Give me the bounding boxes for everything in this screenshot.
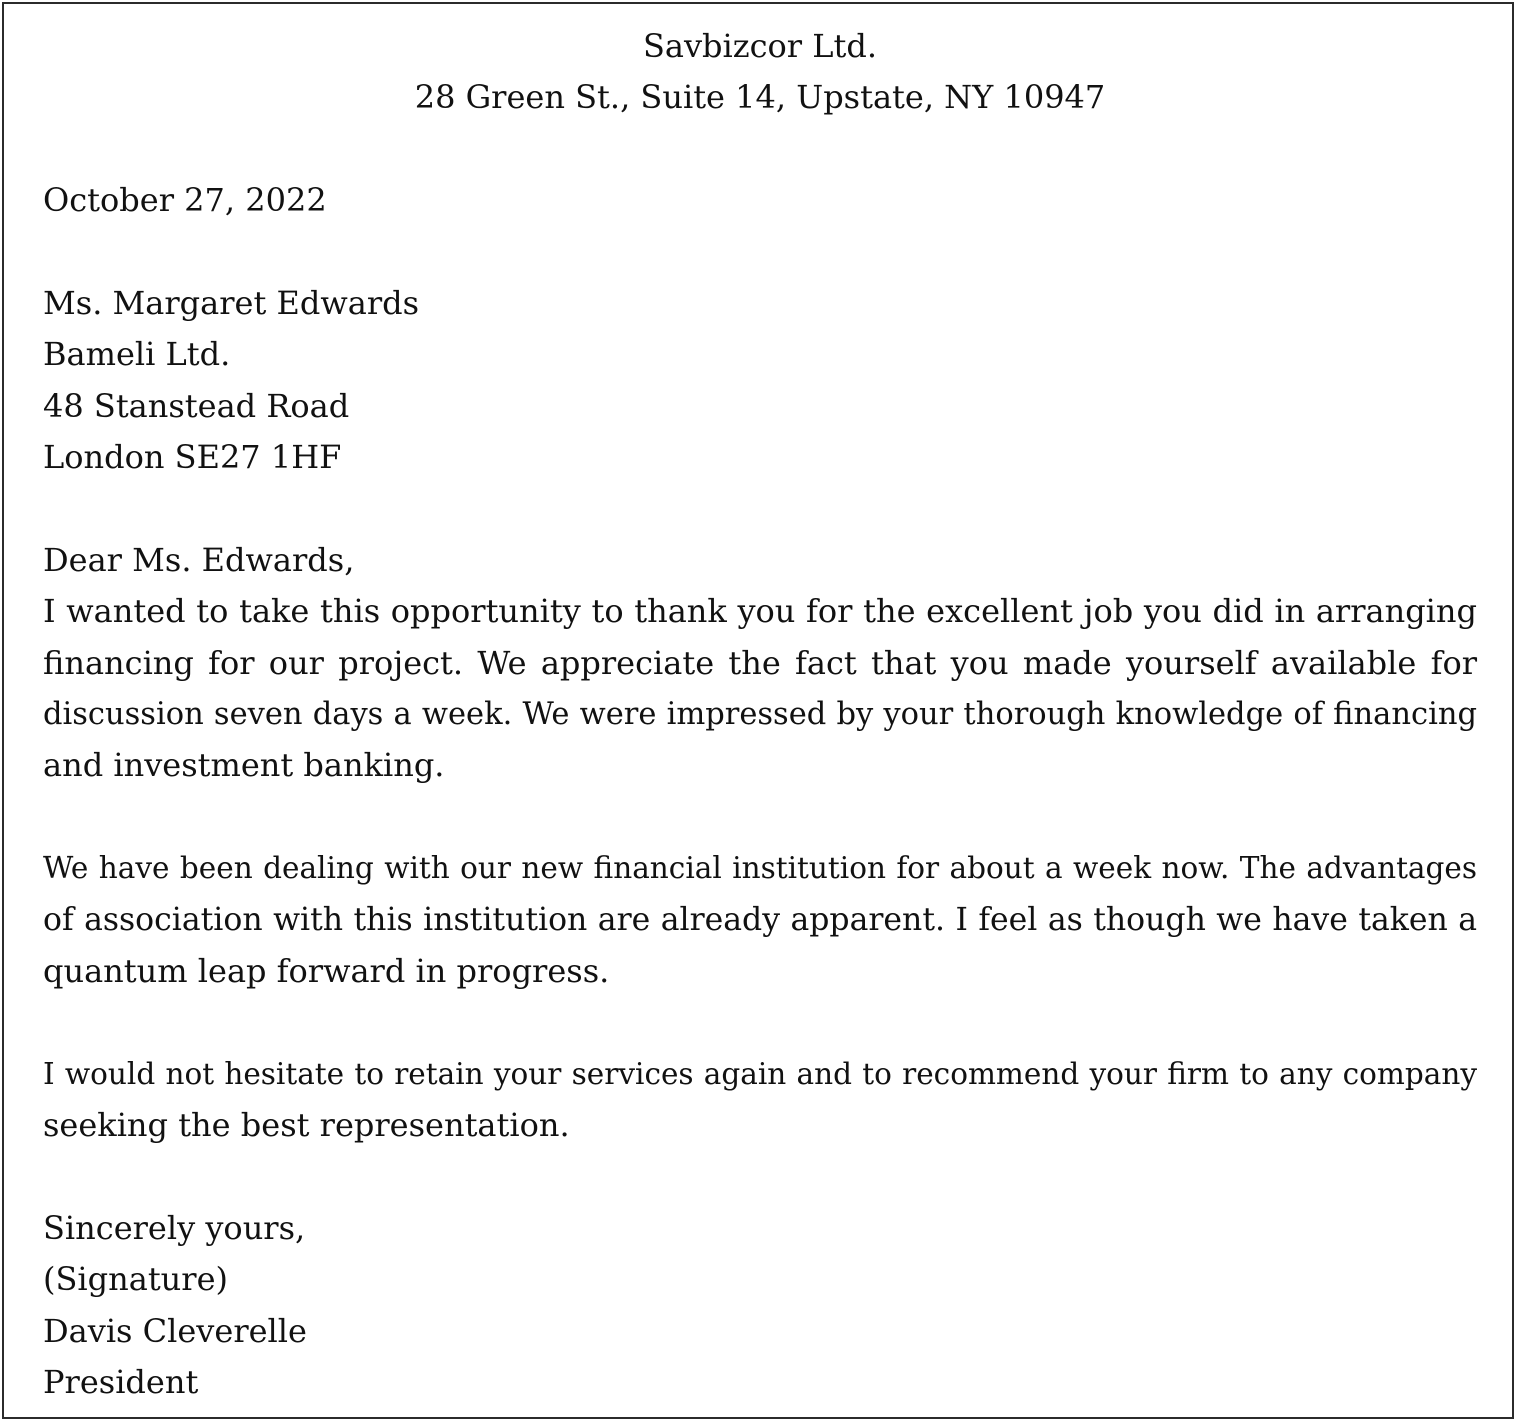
paragraph-line: quantum leap forward in progress. [43, 952, 610, 991]
signature-placeholder: (Signature) [43, 1260, 228, 1299]
signer-name: Davis Cleverelle [43, 1311, 307, 1350]
letterhead-address: 28 Green St., Suite 14, Upstate, NY 10947 [414, 78, 1106, 117]
letter-content [43, 21, 1477, 1409]
recipient-city: London SE27 1HF [43, 438, 342, 477]
body-paragraph-2 [43, 843, 1477, 997]
spacer [43, 484, 1477, 535]
signer-title: President [43, 1363, 199, 1402]
recipient-name: Ms. Margaret Edwards [43, 283, 420, 322]
spacer [43, 997, 1477, 1048]
body-paragraph-3 [43, 1049, 1477, 1152]
paragraph-line: financing for our project. We appreciate the fact that you made yourself available for [43, 643, 1477, 682]
paragraph-line: seeking the best representation. [43, 1106, 570, 1145]
body-paragraph-1 [43, 586, 1477, 792]
letter-date: October 27, 2022 [43, 181, 327, 220]
paragraph-line: We have been dealing with our new financial institution for about a week now. The advantages [43, 851, 1477, 886]
spacer [43, 792, 1477, 843]
spacer [43, 124, 1477, 175]
recipient-company: Bameli Ltd. [43, 335, 231, 374]
paragraph-line: discussion seven days a week. We were impressed by your thorough knowledge of financing [43, 697, 1477, 733]
valediction: Sincerely yours, [43, 1208, 306, 1247]
paragraph-line: I wanted to take this opportunity to thank you for the excellent job you did in arranging [43, 592, 1477, 631]
letterhead-company: Savbizcor Ltd. [642, 27, 878, 65]
paragraph-line: I would not hesitate to retain your services again and to recommend your firm to any company [43, 1056, 1477, 1091]
spacer [43, 1152, 1477, 1203]
spacer [43, 227, 1477, 278]
paragraph-line: and investment banking. [43, 746, 445, 785]
closing-block [43, 1203, 1477, 1409]
recipient-street: 48 Stanstead Road [43, 386, 350, 425]
salutation: Dear Ms. Edwards, [43, 540, 355, 579]
paragraph-line: of association with this institution are already apparent. I feel as though we have taken a [43, 901, 1477, 938]
letter-page [2, 2, 1514, 1419]
recipient-block [43, 278, 1477, 484]
